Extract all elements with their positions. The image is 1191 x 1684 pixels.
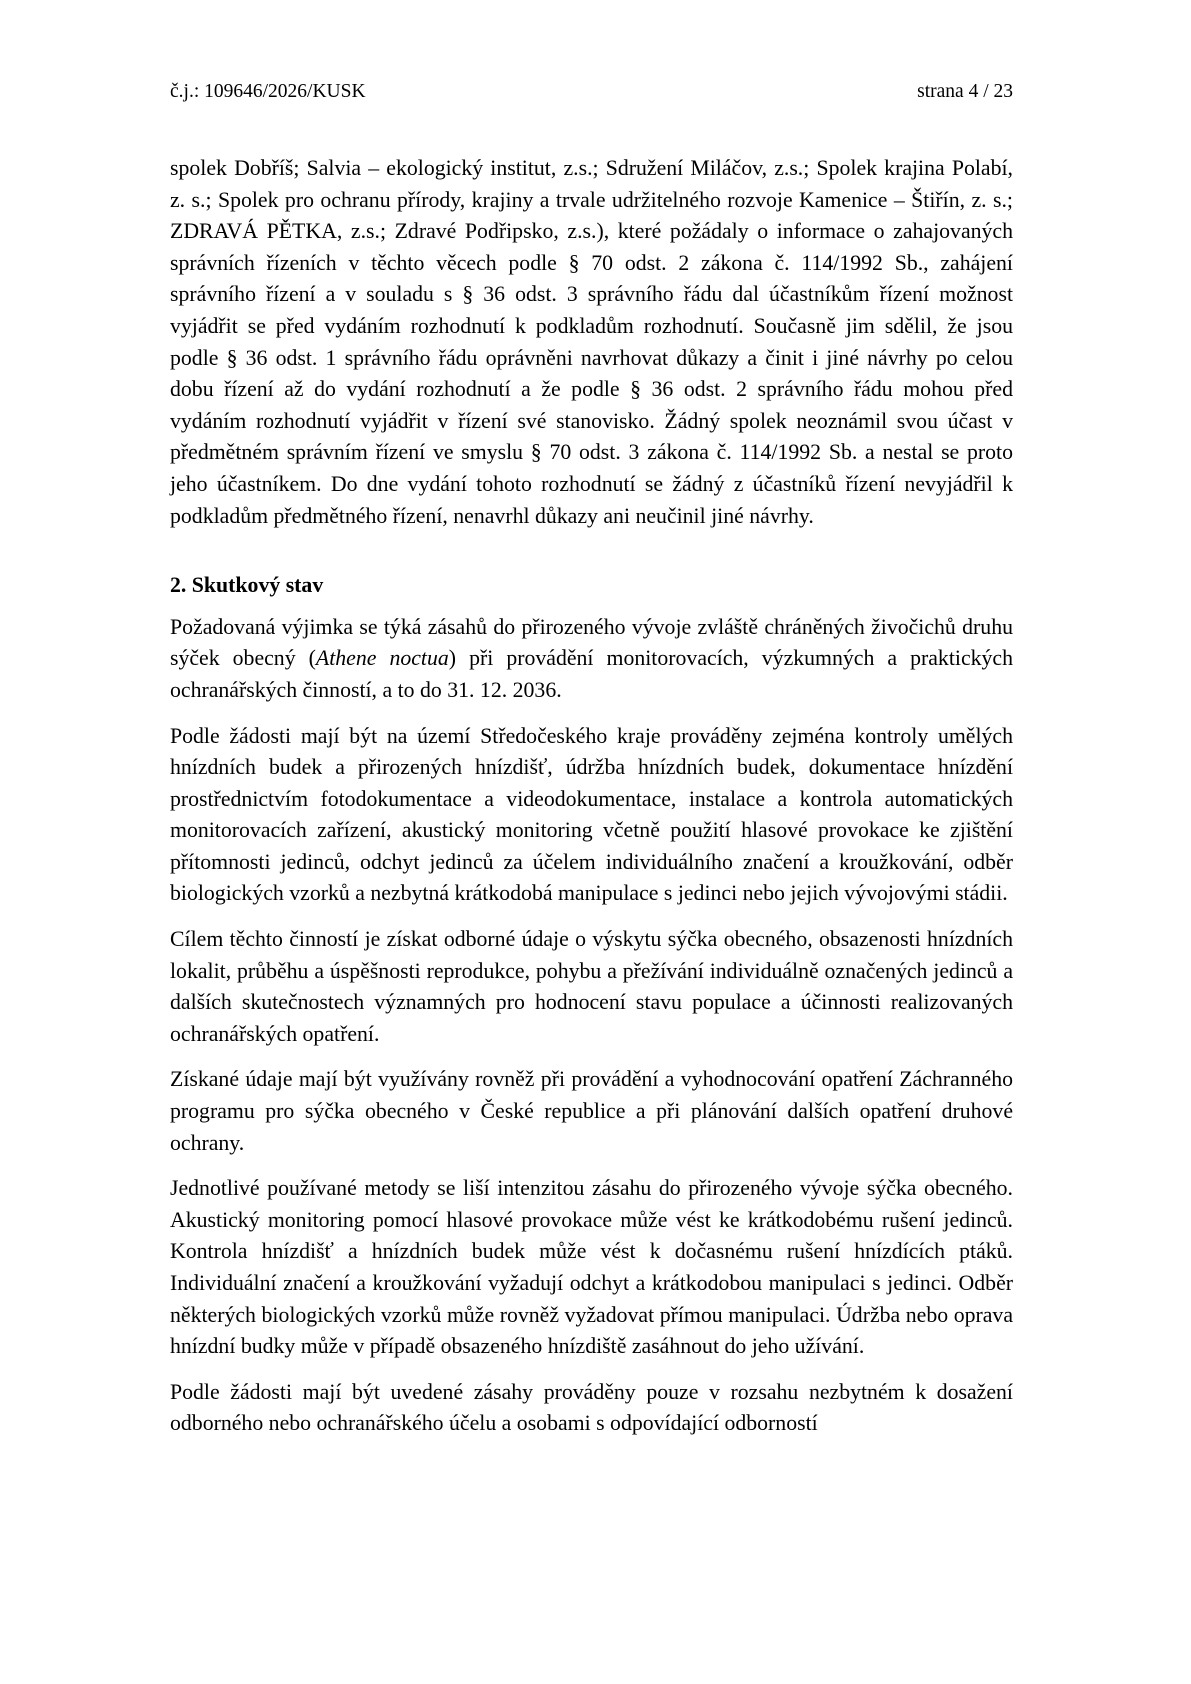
text-fragment: Požadovaná výjimka se týká zásahů do přirozeného vývoje zvláště chráněných živočichů druhu sýček obecný ( [170,614,1013,671]
document-body [170,153,1013,1440]
page-header [170,80,1013,104]
paragraph-exception-scope [170,612,1013,707]
paragraph-conditions: Podle žádosti mají být uvedené zásahy prováděny pouze v rozsahu nezbytném k dosažení odborného nebo ochranářského účelu a osobami s odpovídající odborností [170,1379,1013,1436]
paragraph-methods: Jednotlivé používané metody se liší intenzitou zásahu do přirozeného vývoje sýčka obecného. Akustický monitoring pomocí hlasové provokace může vést ke krátkodobému rušení jedinců. Kontrola hnízdišť a hnízdních budek může vést k dočasnému rušení hnízdících ptáků. Individuální značení a kroužkování vyžadují odchyt a krátkodobou manipulaci s jedinci. Odběr některých biologických vzorků může rovněž vyžadovat přímou manipulaci. Údržba nebo oprava hnízdní budky může v případě obsazeného hnízdiště zasáhnout do jeho užívání. [170,1176,1013,1359]
paragraph-goals: Cílem těchto činností je získat odborné údaje o výskytu sýčka obecného, obsazenosti hnízdních lokalit, průběhu a úspěšnosti reprodukce, pohybu a přežívání individuálně označených jedinců a dalších skutečnostech významných pro hodnocení stavu populace a účinnosti realizovaných ochranářských opatření. [170,927,1013,1046]
section-heading: 2. Skutkový stav [170,573,324,598]
species-latin-name: Athene noctua [315,646,449,671]
page-number: strana 4 / 23 [917,81,1013,102]
reference-number: č.j.: 109646/2026/KUSK [170,81,366,102]
paragraph-data-use: Získané údaje mají být využívány rovněž při provádění a vyhodnocování opatření Záchranného programu pro sýčka obecného v České republice a při plánování dalších opatření druhové ochrany. [170,1067,1013,1155]
paragraph-participants: spolek Dobříš; Salvia – ekologický institut, z.s.; Sdružení Miláčov, z.s.; Spolek krajina Polabí, z. s.; Spolek pro ochranu přírody, krajiny a trvale udržitelného rozvoje Kamenice – Štiřín, z. s.; ZDRAVÁ PĚTKA, z.s.; Zdravé Podřipsko, z.s.), které požádaly o informace o zahajovaných správních řízeních v těchto věcech podle § 70 odst. 2 zákona č. 114/1992 Sb., zahájení správního řízení a v souladu s § 36 odst. 3 správního řádu dal účastníkům řízení možnost vyjádřit se před vydáním rozhodnutí k podkladům rozhodnutí. Současně jim sdělil, že jsou podle § 36 odst. 1 správního řádu oprávněni navrhovat důkazy a činit i jiné návrhy po celou dobu řízení až do vydání rozhodnutí a že podle § 36 odst. 2 správního řádu mohou před vydáním rozhodnutí vyjádřit v řízení své stanovisko. Žádný spolek neoznámil svou účast v předmětném správním řízení ve smyslu § 70 odst. 3 zákona č. 114/1992 Sb. a nestal se proto jeho účastníkem. Do dne vydání tohoto rozhodnutí se žádný z účastníků řízení nevyjádřil k podkladům předmětného řízení, nenavrhl důkazy ani neučinil jiné návrhy. [170,156,1013,528]
paragraph-activities: Podle žádosti mají být na území Středočeského kraje prováděny zejména kontroly umělých hnízdních budek a přirozených hnízdišť, údržba hnízdních budek, dokumentace hnízdění prostřednictvím fotodokumentace a videodokumentace, instalace a kontrola automatických monitorovacích zařízení, akustický monitoring včetně použití hlasové provokace ke zjištění přítomnosti jedinců, odchyt jedinců za účelem individuálního značení a kroužkování, odběr biologických vzorků a nezbytná krátkodobá manipulace s jedinci nebo jejich vývojovými stádii. [170,723,1013,906]
text-fragment: ) při provádění monitorovacích, výzkumných a praktických ochranářských činností, a to do 31. 12. 2036. [170,646,1013,702]
